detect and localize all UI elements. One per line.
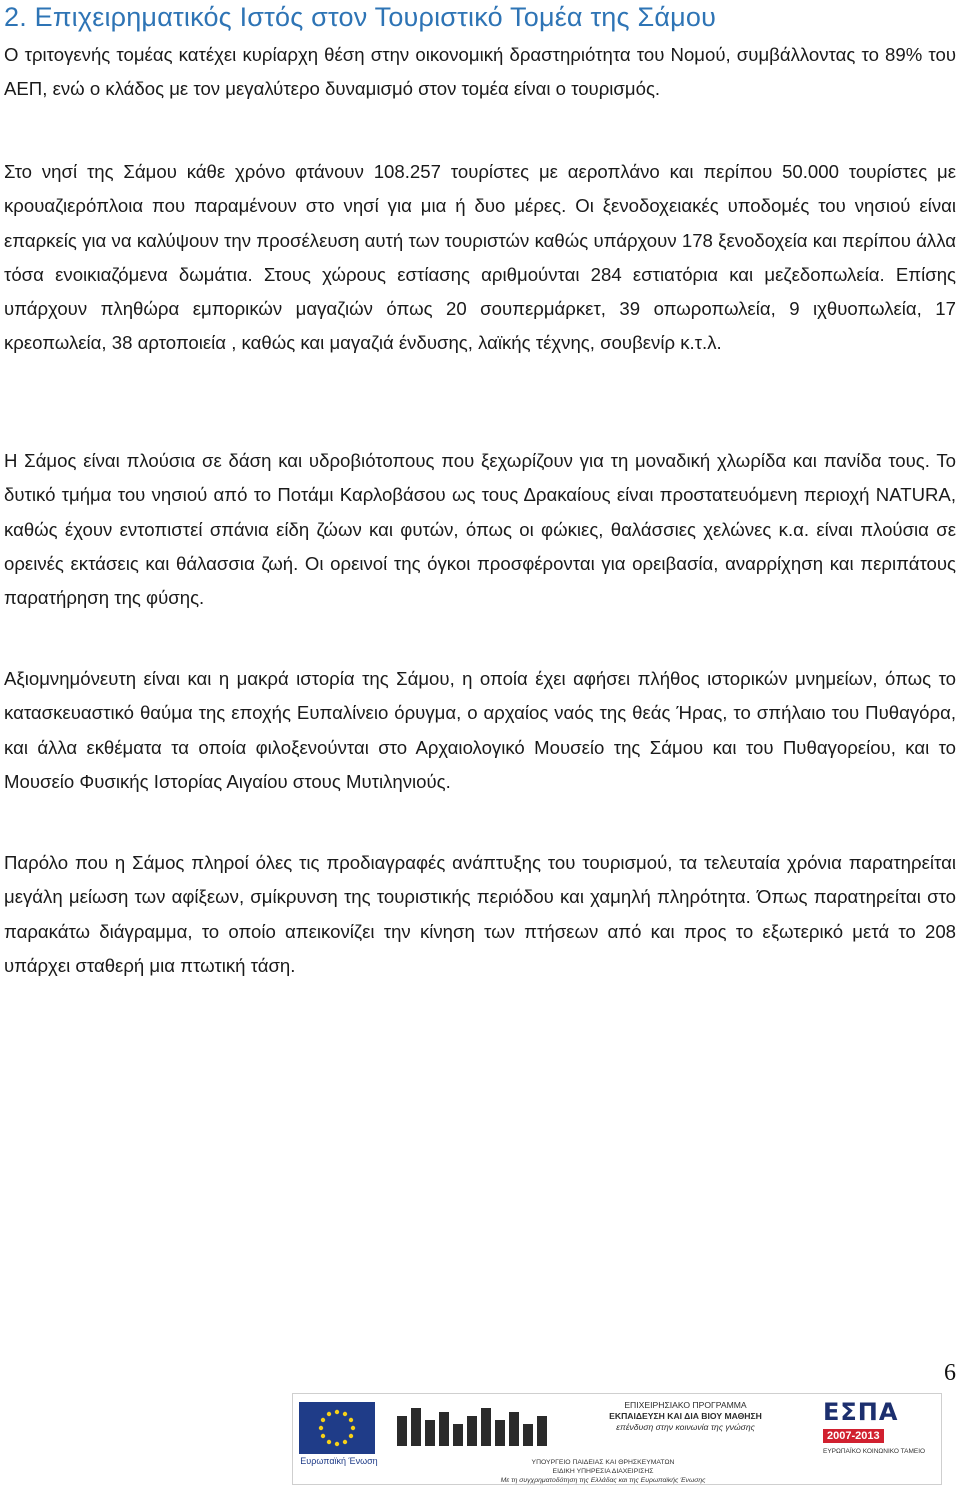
espa-logo <box>823 1398 933 1480</box>
espa-title: ΕΣΠΑ <box>823 1398 899 1426</box>
ministry-line: Με τη συγχρηματοδότηση της Ελλάδας και της Ευρωπαϊκής Ένωσης <box>500 1477 706 1484</box>
paragraph-decline: Παρόλο που η Σάμος πληροί όλες τις προδιαγραφές ανάπτυξης του τουρισμού, τα τελευταία χρόνια παρατηρείται μεγάλη μείωση των αφίξεων, σμίκρυνση της τουριστικής περιόδου και χαμηλή πληρότητα. Όπως παρατηρείται στο παρακάτω διάγραμμα, το οποίο απεικονίζει την κίνηση των πτήσεων από και προς το εξωτερικό μετά το 208 υπάρχει σταθερή μια πτωτική τάση. <box>4 852 956 976</box>
program-line: ΕΚΠΑΙΔΕΥΣΗ ΚΑΙ ΔΙΑ ΒΙΟΥ ΜΑΘΗΣΗ <box>609 1411 762 1421</box>
ministry-label <box>393 1458 813 1484</box>
program-line: ΕΠΙΧΕΙΡΗΣΙΑΚΟ ΠΡΟΓΡΑΜΜΑ <box>624 1400 747 1410</box>
education-logo-icon <box>393 1402 563 1458</box>
section-heading: 2. Επιχειρηματικός Ιστός στον Τουριστικό Τομέα της Σάμου <box>4 2 717 32</box>
ministry-line: ΕΙΔΙΚΗ ΥΠΗΡΕΣΙΑ ΔΙΑΧΕΙΡΙΣΗΣ <box>552 1468 654 1475</box>
espa-years: 2007-2013 <box>823 1429 884 1443</box>
ministry-line: ΥΠΟΥΡΓΕΙΟ ΠΑΙΔΕΙΑΣ ΚΑΙ ΘΡΗΣΚΕΥΜΑΤΩΝ <box>531 1459 675 1466</box>
eu-logo <box>299 1402 379 1478</box>
paragraph-tourist-infrastructure: Στο νησί της Σάμου κάθε χρόνο φτάνουν 108.257 τουρίστες με αεροπλάνο και περίπου 50.000 τουρίστες με κρουαζιερόπλοια που παραμένουν στο νησί για μια ή δυο μέρες. Οι ξενοδοχειακές υποδομές του νησιού είναι επαρκείς για να καλύψουν την προσέλευση αυτή των τουριστών καθώς υπάρχουν 178 ξενοδοχεία και περίπου άλλα τόσα ενοικιαζόμενα δωμάτια. Στους χώρους εστίασης αριθμούνται 284 εστιατόρια και μεζεδοπωλεία. Επίσης υπάρχουν πληθώρα εμπορικών μαγαζιών όπως 20 σουπερμάρκετ, 39 οπωροπωλεία, 9 ιχθυοπωλεία, 17 κρεοπωλεία, 38 αρτοποιεία , καθώς και μαγαζιά ένδυσης, λαϊκής τέχνης, σουβενίρ κ.τ.λ. <box>4 161 956 354</box>
paragraph-history: Αξιομνημόνευτη είναι και η μακρά ιστορία της Σάμου, η οποία έχει αφήσει πλήθος ιστορικών μνημείων, όπως το κατασκευαστικό θαύμα της εποχής Ευπαλίνειο όρυγμα, ο αρχαίος ναός της θεάς Ήρας, το σπήλαιο του Πυθαγόρα, και άλλα εκθέματα τα οποία φιλοξενούνται στο Αρχαιολογικό Μουσείο της Σάμου και του Πυθαγορείου, και το Μουσείο Φυσικής Ιστορίας Αιγαίου στους Μυτιληνιούς. <box>4 668 956 792</box>
program-label <box>568 1400 803 1456</box>
eu-label: Ευρωπαϊκή Ένωση <box>300 1456 378 1466</box>
eu-flag-icon <box>299 1402 375 1454</box>
espa-fund: ΕΥΡΩΠΑΪΚΟ ΚΟΙΝΩΝΙΚΟ ΤΑΜΕΙΟ <box>823 1448 926 1455</box>
program-line: επένδυση στην κοινωνία της γνώσης <box>616 1422 755 1432</box>
paragraph-tertiary-sector: Ο τριτογενής τομέας κατέχει κυρίαρχη θέση στην οικονομική δραστηριότητα του Νομού, συμβάλλοντας το 89% του ΑΕΠ, ενώ ο κλάδος με τον μεγαλύτερο δυναμισμό στον τομέα είναι ο τουρισμός. <box>4 44 956 100</box>
funding-footer <box>292 1393 942 1485</box>
page-number: 6 <box>944 1360 956 1386</box>
paragraph-nature: Η Σάμος είναι πλούσια σε δάση και υδροβιότοπους που ξεχωρίζουν για τη μοναδική χλωρίδα και πανίδα τους. Το δυτικό τμήμα του νησιού από το Ποτάμι Καρλοβάσου ως τους Δρακαίους είναι προστατευόμενη περιοχή NATURA, καθώς έχουν εντοπιστεί σπάνια είδη ζώων και φυτών, όπως οι φώκιες, θαλάσσιες χελώνες κ.α. είναι πλούσια σε ορεινές εκτάσεις και θάλασσια ζωή. Οι ορεινοί της όγκοι προσφέρονται για ορειβασία, αναρρίχηση και περιπάτους παρατήρηση της φύσης. <box>4 450 956 609</box>
